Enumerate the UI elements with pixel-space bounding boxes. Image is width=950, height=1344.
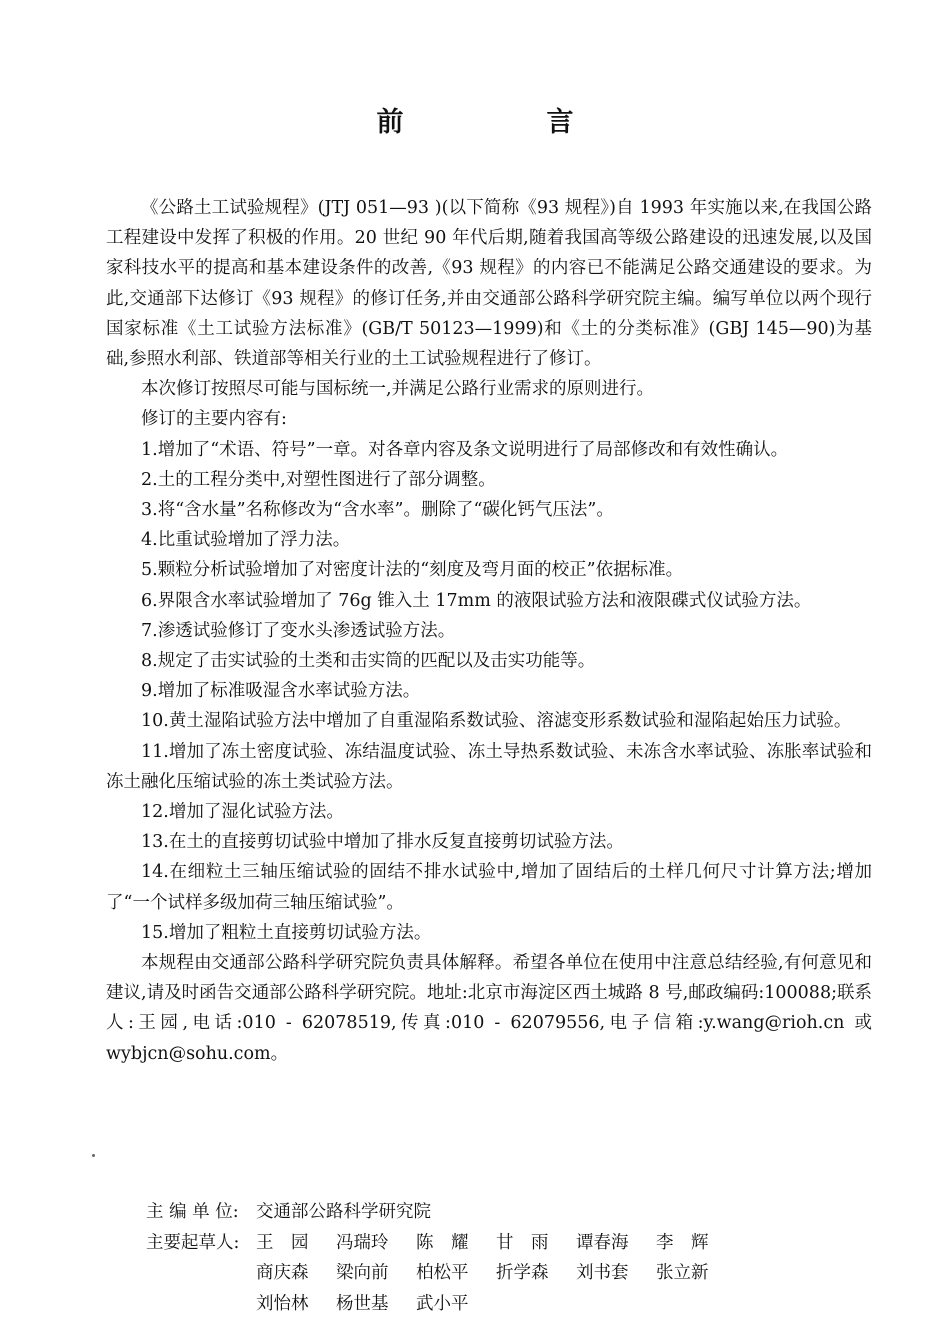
drafter-name: 谭春海 (576, 1232, 629, 1253)
list-item: 5.颗粒分析试验增加了对密度计法的“刻度及弯月面的校正”依据标准。 (141, 560, 684, 581)
staff-credits (146, 1197, 846, 1319)
list-item: 1.增加了“术语、符号”一章。对各章内容及条文说明进行了局部修改和有效性确认。 (141, 439, 789, 460)
list-item: 6.界限含水率试验增加了 76g 锥入土 17mm 的液限试验方法和液限碟式仪试验方法。 (141, 590, 812, 611)
drafters-label: 主要起草人: (146, 1232, 240, 1253)
drafter-name: 张立新 (656, 1263, 709, 1283)
preface-body (106, 193, 872, 1069)
paragraph: 本规程由交通部公路科学研究院负责具体解释。希望各单位在使用中注意总结经验,有何意见和建议,请及时函告交通部公路科学研究院。地址:北京市海淀区西土城路 8 号,邮政编码:100088;联系人:王园,电话:010 - 62078519,传真:010 - 62079556,电子信箱:y.wang@rioh.cn 或 wybjcn@sohu.com。 (106, 953, 872, 1064)
drafter-name: 甘 雨 (496, 1232, 549, 1253)
drafter-name: 冯瑞玲 (336, 1232, 389, 1253)
list-item: 10.黄土湿陷试验方法中增加了自重湿陷系数试验、溶滤变形系数试验和湿陷起始压力试验。 (141, 711, 852, 732)
drafter-name: 武小平 (416, 1293, 469, 1314)
drafter-name: 杨世基 (336, 1293, 389, 1314)
editor-unit-value: 交通部公路科学研究院 (256, 1202, 431, 1222)
list-item: 9.增加了标准吸湿含水率试验方法。 (141, 681, 421, 702)
page-title: 前 言 (376, 107, 632, 138)
editor-unit-row (146, 1197, 846, 1228)
list-item: 4.比重试验增加了浮力法。 (141, 530, 351, 551)
drafter-name: 商庆森 (256, 1263, 309, 1283)
drafter-name: 王 园 (256, 1232, 309, 1253)
drafter-name: 柏松平 (416, 1263, 469, 1283)
drafters-list (256, 1228, 736, 1320)
drafter-name: 刘怡林 (256, 1293, 309, 1314)
drafter-name: 陈 耀 (416, 1232, 469, 1253)
scan-speck (92, 1154, 95, 1157)
paragraph: 修订的主要内容有: (141, 409, 287, 430)
drafter-name: 梁向前 (336, 1263, 389, 1283)
editor-unit-label: 主 编 单 位: (146, 1202, 239, 1222)
list-item: 8.规定了击实试验的土类和击实筒的匹配以及击实功能等。 (141, 651, 596, 672)
drafter-name: 刘书套 (576, 1263, 629, 1283)
list-item: 15.增加了粗粒土直接剪切试验方法。 (141, 922, 432, 943)
list-item: 13.在土的直接剪切试验中增加了排水反复直接剪切试验方法。 (141, 832, 624, 853)
list-item: 11.增加了冻土密度试验、冻结温度试验、冻土导热系数试验、未冻含水率试验、冻胀率试验和冻土融化压缩试验的冻土类试验方法。 (106, 741, 872, 792)
drafter-name: 折学森 (496, 1263, 549, 1283)
list-item: 2.土的工程分类中,对塑性图进行了部分调整。 (141, 469, 496, 490)
list-item: 7.渗透试验修订了变水头渗透试验方法。 (141, 620, 456, 641)
drafter-name: 李 辉 (656, 1232, 709, 1253)
list-item: 3.将“含水量”名称修改为“含水率”。删除了“碳化钙气压法”。 (141, 500, 614, 521)
drafters-row (146, 1228, 846, 1320)
paragraph: 《公路土工试验规程》(JTJ 051—93 )(以下简称《93 规程》)自 1993 年实施以来,在我国公路工程建设中发挥了积极的作用。20 世纪 90 年代后期,随着我国高等级公路建设的迅速发展,以及国家科技水平的提高和基本建设条件的改善,《93 规程》的内容已不能满足公路交通建设的要求。为此,交通部下达修订《93 规程》的修订任务,并由交通部公路科学研究院主编。编写单位以两个现行国家标准《土工试验方法标准》(GB/T 50123—1999)和《土的分类标准》(GBJ 145—90)为基础,参照水利部、铁道部等相关行业的土工试验规程进行了修订。 (106, 198, 872, 370)
paragraph: 本次修订按照尽可能与国标统一,并满足公路行业需求的原则进行。 (141, 379, 655, 400)
list-item: 12.增加了湿化试验方法。 (141, 802, 344, 823)
list-item: 14.在细粒土三轴压缩试验的固结不排水试验中,增加了固结后的土样几何尺寸计算方法;增加了“一个试样多级加荷三轴压缩试验”。 (106, 862, 872, 913)
